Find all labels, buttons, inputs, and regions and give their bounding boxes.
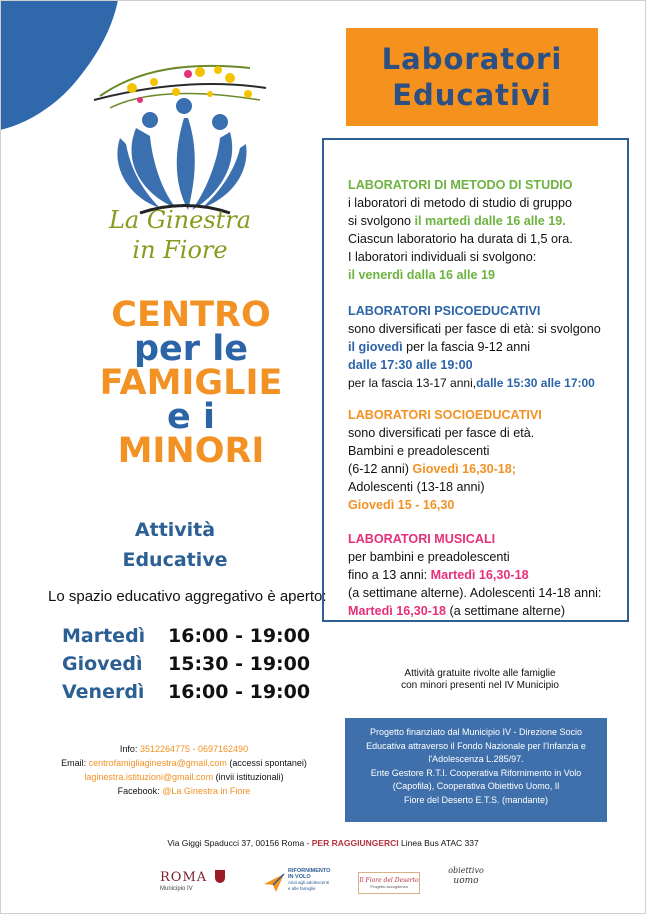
contacts-block <box>44 742 324 798</box>
roma-logo-text: ROMA <box>160 870 208 885</box>
funding-box <box>345 718 607 822</box>
logo-line-2: in Fiore <box>132 236 228 264</box>
email-1-link[interactable]: centrofamigliaginestra@gmail.com <box>88 758 227 768</box>
facebook-line <box>44 784 324 798</box>
rif-line: e alle famiglie <box>288 886 316 891</box>
title-line-2: Educativi <box>392 78 552 112</box>
rif-line: IN VOLO <box>288 874 311 880</box>
centro-heading <box>60 295 322 471</box>
email-line-1 <box>44 756 324 770</box>
fiore-deserto-logo <box>358 872 420 894</box>
rifornimento-logo <box>262 862 340 898</box>
centro-line-2: per le <box>134 329 248 369</box>
email-2-link[interactable]: laginestra.istituzioni@gmail.com <box>84 772 214 782</box>
address-line <box>0 838 646 848</box>
hours-row <box>62 622 310 650</box>
bus-text: Linea Bus ATAC 337 <box>398 838 479 848</box>
phone-1-link[interactable]: 3512264775 <box>139 744 191 754</box>
centro-line-4: e i <box>167 397 215 437</box>
fund-line: Fiore del Deserto E.T.S. (mandante) <box>403 794 549 805</box>
hours-time: 16:00 - 19:00 <box>168 681 311 703</box>
section-text <box>348 374 628 392</box>
text-run: fino a 13 anni: <box>348 568 431 582</box>
section-heading: LABORATORI SOCIOEDUCATIVI <box>348 408 542 422</box>
hours-time: 16:00 - 19:00 <box>168 625 311 647</box>
obi-line: obiettivo <box>448 866 484 875</box>
logo-text <box>70 205 290 265</box>
section-text <box>348 460 628 478</box>
fiore-logo-text: Il Fiore del Deserto <box>359 877 419 884</box>
highlight-run: il martedì dalle 16 alle 19. <box>414 214 566 228</box>
note-line-2: con minori presenti nel IV Municipio <box>401 680 559 691</box>
roma-logo <box>160 868 225 892</box>
obi-line: uomo <box>453 876 479 886</box>
fund-line: Educativa attraverso il Fondo Nazionale per l'Infanzia e <box>366 740 586 751</box>
obiettivo-uomo-logo <box>440 866 492 900</box>
centro-line-1: CENTRO <box>111 295 271 335</box>
section-text <box>348 338 628 356</box>
section-psico <box>348 302 628 392</box>
section-text: per bambini e preadolescenti <box>348 550 510 564</box>
section-musicali <box>348 530 628 620</box>
section-text <box>348 212 628 230</box>
hours-day: Giovedì <box>62 653 143 675</box>
hours-day: Venerdì <box>62 681 145 703</box>
paper-plane-icon <box>262 870 286 894</box>
free-activities-note <box>350 668 610 692</box>
centro-line-5: MINORI <box>117 431 265 471</box>
section-text <box>348 566 628 584</box>
hours-day: Martedì <box>62 625 146 647</box>
title-line-1: Laboratori <box>381 42 563 76</box>
section-text: sono diversificati per fasce di età. <box>348 426 535 440</box>
section-text <box>348 602 628 620</box>
section-text: Adolescenti (13-18 anni) <box>348 480 485 494</box>
fund-line: Ente Gestore R.T.I. Cooperativa Rifornimento in Volo <box>370 767 582 778</box>
attivita-heading <box>100 515 250 575</box>
opening-text: Lo spazio educativo aggregativo è aperto: <box>48 588 327 605</box>
text-run: (a settimane alterne) <box>446 604 566 618</box>
centro-line-3: FAMIGLIE <box>99 363 283 403</box>
section-text: Bambini e preadolescenti <box>348 444 490 458</box>
email-label: Email: <box>61 758 87 768</box>
roma-crest-icon <box>215 870 225 883</box>
fund-line: l'Adolescenza L.285/97. <box>428 754 524 764</box>
hours-row <box>62 678 310 706</box>
logo-line-1: La Ginestra <box>108 206 252 234</box>
facebook-label: Facebook: <box>117 786 160 796</box>
hours-row <box>62 650 310 678</box>
highlight-run: dalle 15:30 alle 17:00 <box>476 376 595 390</box>
highlight-run: Martedì 16,30-18 <box>348 604 447 618</box>
info-line <box>44 742 324 756</box>
section-heading: LABORATORI DI METODO DI STUDIO <box>348 178 573 192</box>
section-text: Giovedì 15 - 16,30 <box>348 498 455 512</box>
section-text: (a settimane alterne). Adolescenti 14-18 anni: <box>348 586 602 600</box>
text-run: per la fascia 9-12 anni <box>402 340 531 354</box>
email-line-2 <box>44 770 324 784</box>
highlight-run: Martedì 16,30-18 <box>430 568 529 582</box>
phone-2-link[interactable]: 0697162490 <box>198 744 249 754</box>
section-socio <box>348 406 628 514</box>
text-run: per la fascia 13-17 anni, <box>348 376 477 390</box>
section-text: il venerdì dalla 16 alle 19 <box>348 268 496 282</box>
info-label: Info: <box>119 744 138 754</box>
laboratori-info-box <box>322 138 629 622</box>
text-run: si svolgono <box>348 214 415 228</box>
fiore-logo-sub: Progetto accoglienza <box>370 884 408 889</box>
address-text: Via Giggi Spaducci 37, 00156 Roma - <box>167 838 312 848</box>
section-text: sono diversificati per fasce di età: si svolgono <box>348 322 601 336</box>
rif-line: Aiuti agli adolescenti <box>288 880 330 885</box>
text-run: (6-12 anni) <box>348 462 413 476</box>
hours-time: 15:30 - 19:00 <box>168 653 311 675</box>
phone-separator: - <box>190 744 199 754</box>
note-line-1: Attività gratuite rivolte alle famiglie <box>404 668 556 679</box>
facebook-link[interactable]: @La Ginestra in Fiore <box>162 786 251 796</box>
email-2-note: (invii istituzionali) <box>215 772 284 782</box>
fund-line: Progetto finanziato dal Municipio IV - Direzione Socio <box>369 727 583 737</box>
partner-logos <box>0 858 646 908</box>
title-box <box>346 28 598 126</box>
opening-hours <box>62 622 310 706</box>
attivita-line-1: Attività <box>134 519 216 541</box>
rif-line: RIFORNIMENTO <box>288 868 331 874</box>
rifornimento-text <box>288 868 330 892</box>
section-text: I laboratori individuali si svolgono: <box>348 250 537 264</box>
section-text: Ciascun laboratorio ha durata di 1,5 ora. <box>348 232 573 246</box>
raggiungerci-link[interactable]: PER RAGGIUNGERCI <box>311 838 399 848</box>
highlight-run: il giovedì <box>348 340 403 354</box>
highlight-run: Giovedì 16,30-18; <box>412 462 517 476</box>
roma-logo-sub: Municipio IV <box>160 886 193 892</box>
fund-line: (Capofila), Cooperativa Obiettivo Uomo, Il <box>392 781 560 791</box>
email-1-note: (accessi spontanei) <box>229 758 307 768</box>
attivita-line-2: Educative <box>122 549 228 571</box>
section-text: dalle 17:30 alle 19:00 <box>348 358 473 372</box>
section-heading: LABORATORI MUSICALI <box>348 532 496 546</box>
section-text: i laboratori di metodo di studio di gruppo <box>348 196 573 210</box>
section-heading: LABORATORI PSICOEDUCATIVI <box>348 304 541 318</box>
section-metodo <box>348 176 628 284</box>
